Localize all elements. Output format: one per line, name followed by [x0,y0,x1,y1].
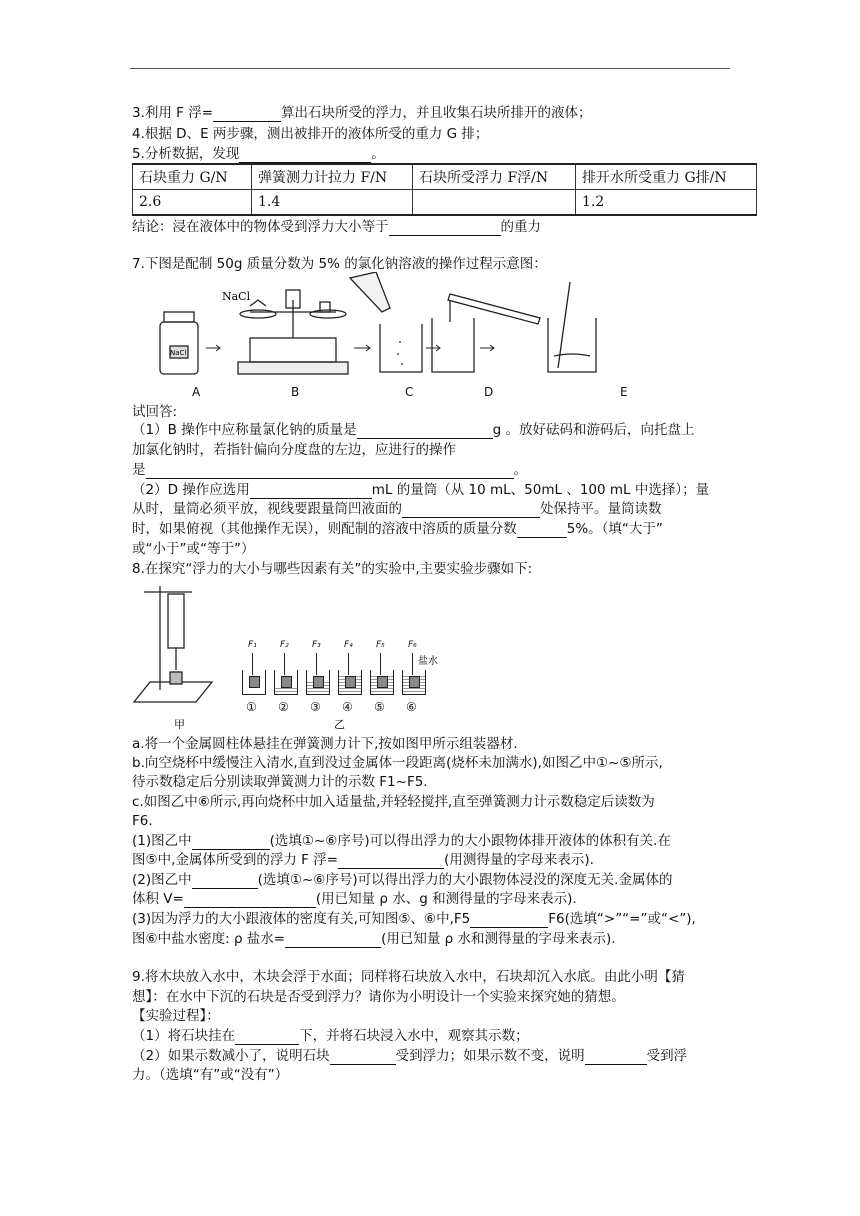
table-header: 石块重力 G/N [133,164,252,190]
q8-q3-cont: 图⑥中盐水密度: ρ 盐水= (用已知量 ρ 水和测得量的字母来表示). [132,931,616,947]
q9-line1: 9.将木块放入水中，木块会浮于水面；同样将石块放入水中，石块却沉入水底。由此小明【猜 [132,969,685,985]
reagent-jar-icon [160,312,198,374]
table-header: 弹簧测力计拉力 F/N [252,164,413,190]
q8-step-a: a.将一个金属圆柱体悬挂在弹簧测力计下,按如图甲所示组装器材. [132,736,518,752]
salt-water-label: 盐水 [418,656,438,667]
fig-yi-label: 乙 [334,718,345,731]
beaker-1 [240,640,268,722]
force-label: F₂ [280,640,289,650]
q8-q2-cont: 体积 V= (用已知量 ρ 水、g 和测得量的字母来表示). [132,891,577,907]
beaker-icon [370,670,394,695]
beaker-icon [350,272,422,372]
header-rule [130,68,730,69]
q7-part1: （1）B 操作中应称量氯化钠的质量是 g 。放好砝码和游码后，向托盘上 [132,422,695,438]
q7-part2: （2）D 操作应选用 mL 的量筒（从 10 mL、50mL 、100 mL 中选择）；量 [132,482,710,498]
q6-step4: 4.根据 D、E 两步骤，测出被排开的液体所受的重力 G 排； [132,126,489,142]
force-label: F₆ [408,640,417,650]
arrow-icon [480,345,494,351]
stirring-beaker-icon [548,282,596,372]
nacl-label: NaCl [222,290,251,303]
beaker-icon [338,670,362,695]
force-label: F₃ [312,640,321,650]
table-cell [413,190,576,216]
q6-step3: 3.利用 F 浮= 算出石块所受的浮力，并且收集石块所排开的液体； [132,105,592,121]
beaker-6 [400,640,428,722]
balance-icon [238,290,348,374]
beaker-number: ④ [342,700,353,714]
force-label: F₅ [376,640,385,650]
q7-part1-cont: 加氯化钠时，若指针偏向分度盘的左边，应进行的操作 [132,442,456,458]
q9-line3: 【实验过程】： [132,1008,220,1024]
q8-step-c2: F6. [132,813,153,829]
table-header: 排开水所受重力 G排/N [576,164,757,190]
beaker-2 [272,640,300,722]
arrow-icon [354,345,370,351]
q9-line4: （1）将石块挂在 下，并将石块浸入水中，观察其示数； [132,1028,529,1044]
beaker-icon [402,670,426,695]
beaker-4 [336,640,364,722]
force-label: F₁ [248,640,257,650]
fig-label-e: E [620,385,628,399]
q9-line2: 想】：在水中下沉的石块是否受到浮力？请你为小明设计一个实验来探究她的猜想。 [132,989,625,1005]
beaker-number: ② [278,700,289,714]
beaker-5 [368,640,396,722]
beaker-icon [274,670,298,695]
solution-prep-figure [150,272,610,382]
fig-label-d: D [484,385,494,399]
beaker-icon [306,670,330,695]
table-cell: 1.4 [252,190,413,216]
q8-title: 8.在探究“浮力的大小与哪些因素有关”的实验中,主要实验步骤如下: [132,561,533,577]
graduated-cylinder-icon [432,294,540,372]
stand-with-spring-scale-icon [134,586,212,702]
q8-q2: (2)图乙中 (选填①~⑥序号)可以得出浮力的大小跟物体浸没的深度无关.金属体的 [132,872,673,888]
fig-label-c: C [405,385,414,399]
q7-ask: 试回答: [132,404,178,420]
arrow-icon [206,345,220,351]
q8-step-c1: c.如图乙中⑥所示,再向烧杯中加入适量盐,并轻轻搅拌,直至弹簧测力计示数稳定后读数为 [132,794,655,810]
beaker-number: ③ [310,700,321,714]
beaker-icon [242,670,266,695]
q8-q3: (3)因为浮力的大小跟液体的密度有关,可知图⑤、⑥中,F5 F6(选填“>”“=”或“<”), [132,911,696,927]
q6-conclusion: 结论：浸在液体中的物体受到浮力大小等于 的重力 [132,219,541,235]
q9-line5: （2）如果示数减小了，说明石块 受到浮力；如果示数不变，说明 受到浮 [132,1048,688,1064]
jar-label: NaCl [170,349,187,357]
force-label: F₄ [344,640,353,650]
beaker-number: ① [246,700,257,714]
q8-step-b2: 待示数稳定后分别读取弹簧测力计的示数 F1~F5. [132,774,428,790]
data-table [132,163,757,216]
fig-label-b: B [291,385,300,399]
table-header: 石块所受浮力 F浮/N [413,164,576,190]
q6-step5: 5.分析数据，发现 。 [132,146,385,162]
table-cell: 1.2 [576,190,757,216]
fig-jia-label: 甲 [174,718,185,731]
q8-step-b1: b.向空烧杯中缓慢注入清水,直到没过金属体一段距离(烧杯未加满水),如图乙中①~⑤所示, [132,755,663,771]
table-cell: 2.6 [133,190,252,216]
fig-label-a: A [192,385,201,399]
beaker-number: ⑤ [374,700,385,714]
q8-q1-cont: 图⑤中,金属体所受到的浮力 F 浮= (用测得量的字母来表示). [132,852,594,868]
q7-part2-cont2: 时，如果俯视（其他操作无误），则配制的溶液中溶质的质量分数 5%。（填“大于” [132,521,663,537]
q8-q1: (1)图乙中 (选填①~⑥序号)可以得出浮力的大小跟物体排开液体的体积有关.在 [132,833,671,849]
q9-line6: 力。（选填“有”或“没有”） [132,1067,289,1083]
arrow-icon [426,345,440,351]
q7-part2-cont: 从时，量筒必须平放，视线要跟量筒凹液面的 处保持平。量筒读数 [132,501,662,517]
q7-part2-end: 或“小于”或“等于”） [132,541,255,557]
q7-part1-end: 是 。 [132,462,527,478]
q7-title: 7.下图是配制 50g 质量分数为 5% 的氯化钠溶液的操作过程示意图： [132,256,547,272]
beaker-3 [304,640,332,722]
beaker-number: ⑥ [406,700,417,714]
